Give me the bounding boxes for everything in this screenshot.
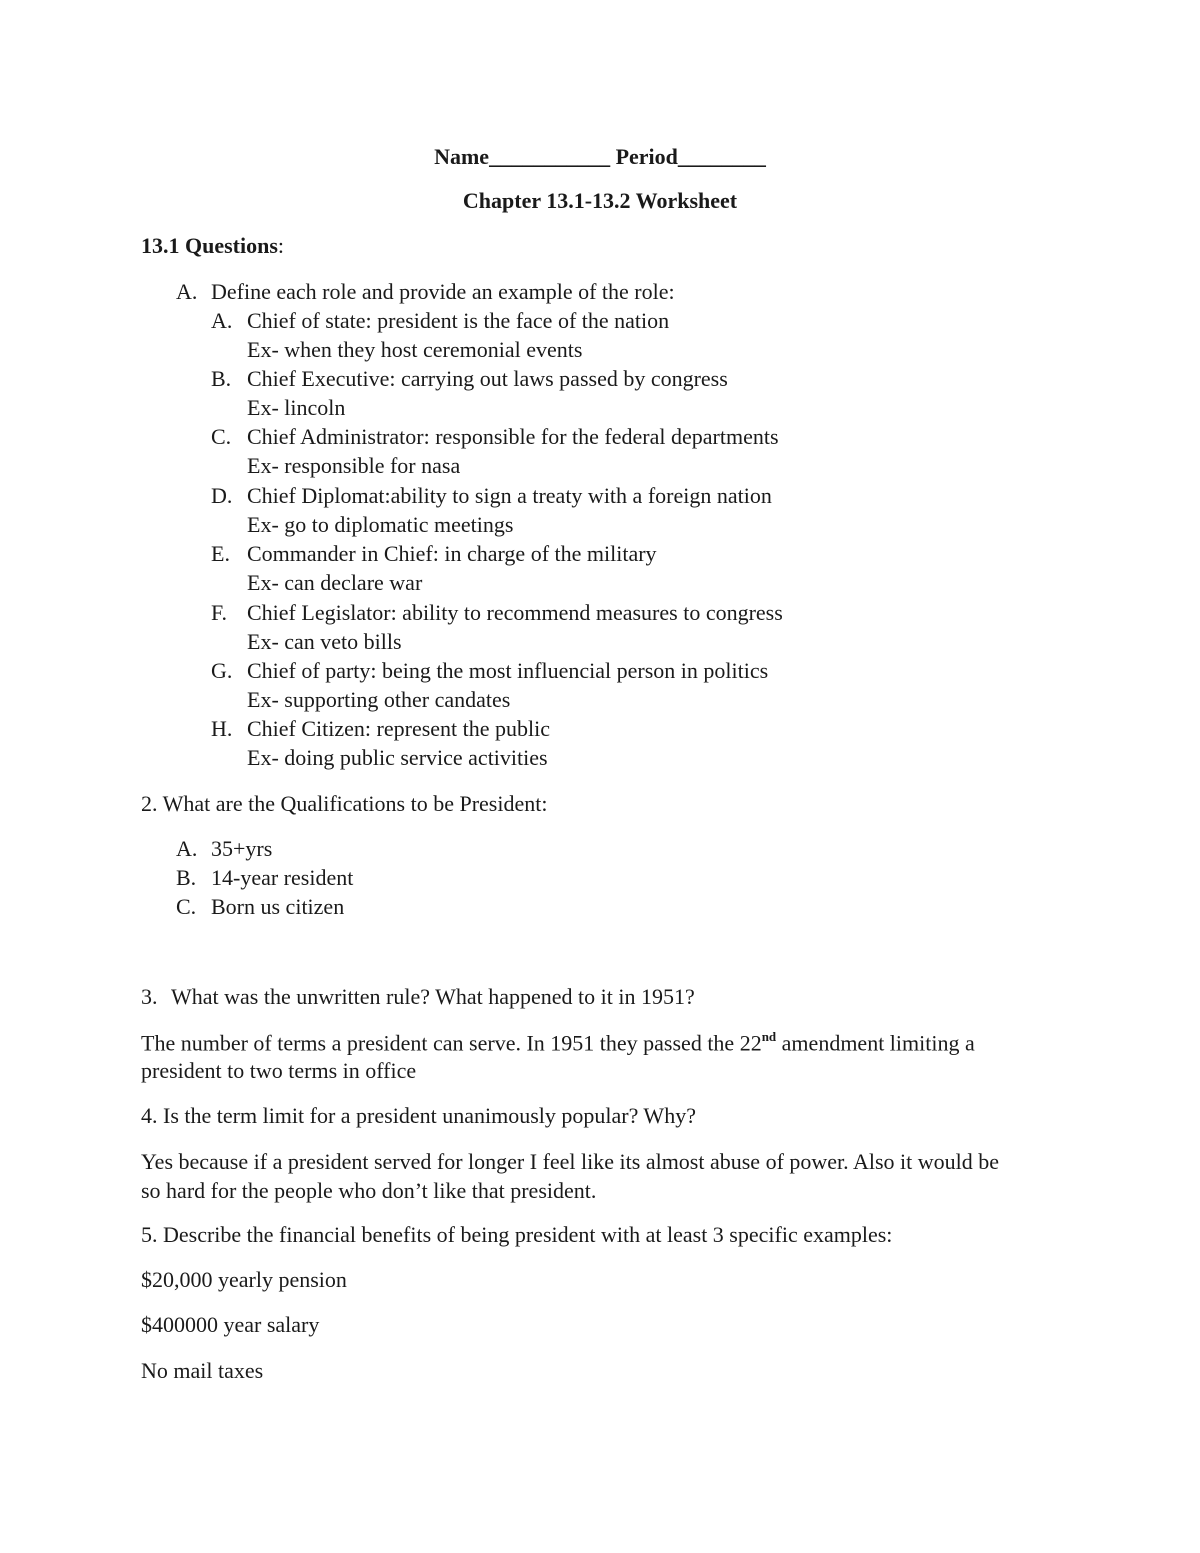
- answer-3-text-a: The number of terms a president can serve. In 1951 they passed the 22: [141, 1030, 762, 1056]
- name-period-line: Name___________ Period________: [434, 144, 766, 169]
- qualification-marker: B.: [176, 865, 197, 890]
- question-a-marker: A.: [176, 279, 198, 304]
- section-heading: [141, 235, 284, 257]
- role-example: Ex- can declare war: [247, 570, 423, 595]
- qualification-marker: C.: [176, 894, 197, 919]
- role-marker: C.: [211, 424, 232, 449]
- section-heading-label: 13.1 Questions: [141, 233, 278, 258]
- question-a-text: Define each role and provide an example of the role:: [211, 279, 675, 304]
- benefit-item: $20,000 yearly pension: [141, 1267, 347, 1292]
- question-4: 4. Is the term limit for a president unanimously popular? Why?: [141, 1103, 696, 1128]
- role-marker: B.: [211, 366, 232, 391]
- benefit-item: $400000 year salary: [141, 1312, 320, 1337]
- qualification-item: 35+yrs: [211, 836, 273, 861]
- qualification-item: 14-year resident: [211, 865, 354, 890]
- question-3-number: 3.: [141, 984, 158, 1009]
- role-marker: D.: [211, 483, 233, 508]
- role-marker: F.: [211, 600, 227, 625]
- page-title: Chapter 13.1-13.2 Worksheet: [462, 188, 738, 213]
- answer-4-line-1: Yes because if a president served for longer I feel like its almost abuse of power. Also it would be: [141, 1149, 999, 1174]
- role-marker: H.: [211, 716, 233, 741]
- answer-3-superscript: nd: [761, 1029, 777, 1044]
- role-example: Ex- can veto bills: [247, 629, 402, 654]
- role-example: Ex- go to diplomatic meetings: [247, 512, 514, 537]
- answer-3-text-b: amendment limiting a: [776, 1030, 975, 1056]
- qualification-item: Born us citizen: [211, 894, 345, 919]
- role-definition: Chief Citizen: represent the public: [247, 716, 551, 741]
- role-definition: Chief Executive: carrying out laws passed by congress: [247, 366, 728, 391]
- answer-3-line-2: president to two terms in office: [141, 1058, 417, 1083]
- role-example: Ex- supporting other candates: [247, 687, 511, 712]
- role-marker: G.: [211, 658, 233, 683]
- role-example: Ex- when they host ceremonial events: [247, 337, 583, 362]
- question-5: 5. Describe the financial benefits of being president with at least 3 specific examples:: [141, 1222, 893, 1247]
- role-definition: Chief of party: being the most influencial person in politics: [247, 658, 769, 683]
- role-definition: Chief Legislator: ability to recommend measures to congress: [247, 600, 783, 625]
- section-heading-colon: :: [277, 233, 285, 258]
- role-definition: Chief Diplomat:ability to sign a treaty with a foreign nation: [247, 483, 772, 508]
- role-marker: E.: [211, 541, 230, 566]
- benefit-item: No mail taxes: [141, 1358, 264, 1383]
- role-definition: Chief of state: president is the face of the nation: [247, 308, 670, 333]
- role-definition: Chief Administrator: responsible for the federal departments: [247, 424, 779, 449]
- role-marker: A.: [211, 308, 233, 333]
- role-example: Ex- doing public service activities: [247, 745, 548, 770]
- role-example: Ex- responsible for nasa: [247, 453, 461, 478]
- question-3: What was the unwritten rule? What happened to it in 1951?: [171, 984, 695, 1009]
- role-definition: Commander in Chief: in charge of the military: [247, 541, 657, 566]
- role-example: Ex- lincoln: [247, 395, 346, 420]
- answer-4-line-2: so hard for the people who don’t like that president.: [141, 1178, 597, 1203]
- answer-3-line-1: [141, 1031, 975, 1054]
- question-2: 2. What are the Qualifications to be President:: [141, 791, 548, 816]
- qualification-marker: A.: [176, 836, 198, 861]
